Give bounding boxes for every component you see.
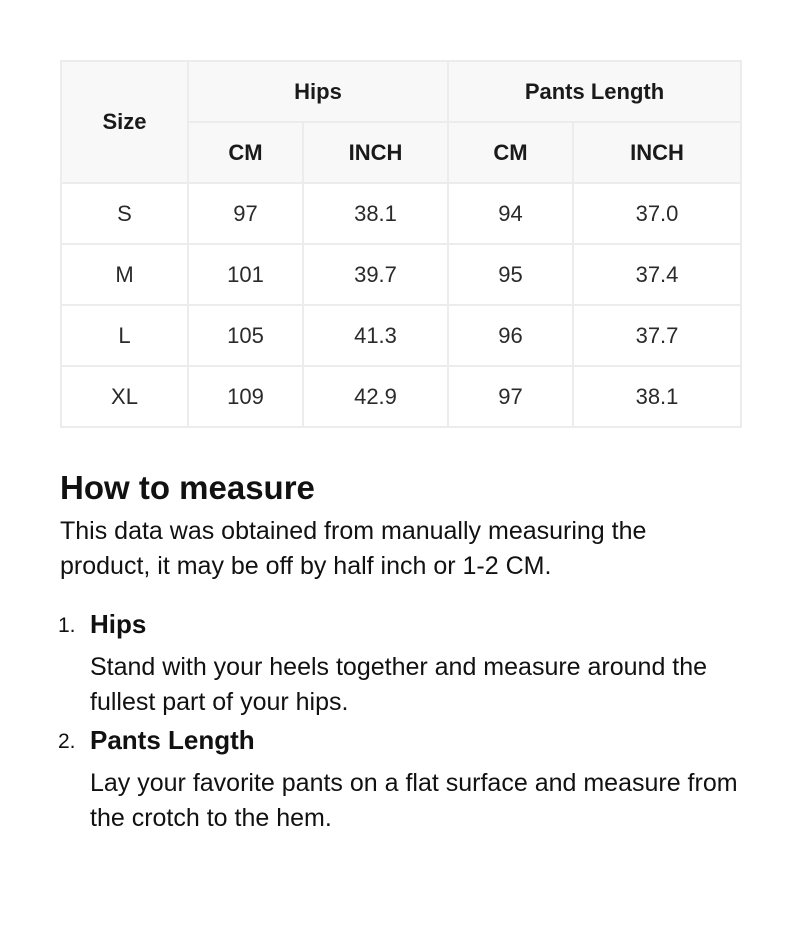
table-row [61,305,741,366]
measurement-disclaimer: This data was obtained from manually measuring the product, it may be off by half inch or 1-2 CM. [60,517,647,580]
step-title: Hips [90,609,147,639]
pants-length-cm-cell: 96 [448,305,573,366]
pants-length-cm-cell: 97 [448,366,573,427]
hips-inch-cell: 39.7 [303,244,448,305]
pants-length-inch-cell: 37.0 [573,183,741,244]
size-chart-table [60,60,742,428]
size-guide [60,60,740,838]
step-description: Stand with your heels together and measure around the fullest part of your hips. [90,653,708,716]
hips-inch-cell: 41.3 [303,305,448,366]
step-description: Lay your favorite pants on a flat surface and measure from the crotch to the hem. [90,769,738,832]
table-row [61,366,741,427]
step-number: 2. [58,730,76,753]
pants-length-group-header: Pants Length [448,61,741,122]
pants-length-cm-cell: 94 [448,183,573,244]
size-cell: S [61,183,188,244]
hips-cm-cell: 97 [188,183,303,244]
hips-cm-cell: 105 [188,305,303,366]
size-column-header: Size [61,61,188,183]
measurement-steps [60,606,740,836]
list-item [60,722,740,836]
pants-length-inch-cell: 38.1 [573,366,741,427]
pants-length-inch-cell: 37.7 [573,305,741,366]
how-to-measure-heading: How to measure [60,469,315,506]
size-cell: XL [61,366,188,427]
step-title: Pants Length [90,725,255,755]
list-item [60,606,740,720]
hips-inch-cell: 38.1 [303,183,448,244]
step-number: 1. [58,614,76,637]
pants-length-cm-header: CM [448,122,573,183]
hips-cm-header: CM [188,122,303,183]
table-header-row [61,61,741,122]
pants-length-inch-header: INCH [573,122,741,183]
hips-cm-cell: 109 [188,366,303,427]
size-cell: M [61,244,188,305]
pants-length-cm-cell: 95 [448,244,573,305]
hips-group-header: Hips [188,61,448,122]
pants-length-inch-cell: 37.4 [573,244,741,305]
hips-inch-header: INCH [303,122,448,183]
table-row [61,244,741,305]
table-row [61,183,741,244]
hips-inch-cell: 42.9 [303,366,448,427]
hips-cm-cell: 101 [188,244,303,305]
size-cell: L [61,305,188,366]
